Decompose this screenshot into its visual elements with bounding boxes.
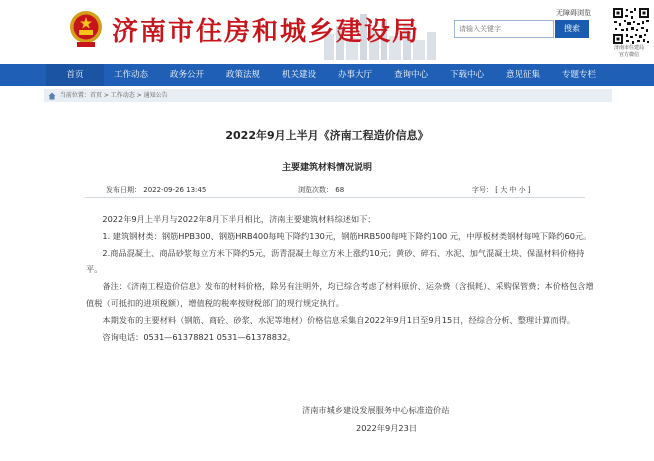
font-size-options[interactable]: [ 大 中 小 ] [495,186,531,194]
view-count-value: 68 [335,186,345,194]
breadcrumb [44,89,612,102]
search-button[interactable]: 搜索 [555,20,589,38]
nav-item-query-center[interactable]: 查询中心 [393,70,428,80]
nav-item-special-topics[interactable]: 专题专栏 [561,70,596,80]
national-emblem-icon [68,9,104,49]
site-title[interactable]: 济南市住房和城乡建设局 [112,17,421,47]
publish-date-value: 2022-09-26 13:45 [143,186,207,194]
article-subtitle: 主要建筑材料情况说明 [281,163,372,173]
publish-date [106,185,206,195]
nav-item-downloads[interactable]: 下载中心 [449,70,484,80]
search-input[interactable] [454,20,554,38]
qr-caption-line1: 济南市住建局 [613,45,644,51]
qr-code-icon [612,7,650,45]
view-count [298,185,344,195]
paragraph: 本期发布的主要材料（钢筋、商砼、砂浆、水泥等地材）价格信息采集自2022年9月1日至9月15日，经综合分析、整理计算而得。 [102,314,576,325]
site-header [0,0,654,64]
publish-date-label: 发布日期： [106,186,141,194]
main-nav [0,64,654,86]
accessibility-link[interactable]: 无障碍浏览 [556,9,591,17]
breadcrumb-prefix: 当前位置： [59,92,90,99]
paragraph: 1. 建筑钢材类：钢筋HPB300、钢筋HRB400每吨下降约130元，钢筋HRB500每吨下降约100 元，中厚板材类钢材每吨下降约60元。 [102,230,592,241]
article-title: 2022年9月上半月《济南工程造价信息》 [225,129,429,142]
signature-date: 2022年9月23日 [356,423,418,433]
nav-item-org-building[interactable]: 机关建设 [281,70,316,80]
font-size-control [472,185,531,195]
font-size-label: 字号： [472,186,493,194]
view-count-label: 浏览次数： [298,186,333,194]
divider [85,197,585,198]
signature-org: 济南市城乡建设发展服务中心标准造价站 [302,405,450,415]
nav-item-work-news[interactable]: 工作动态 [113,70,148,80]
breadcrumb-path[interactable]: 首页 > 工作动态 > 通知公告 [89,92,168,99]
nav-item-home[interactable]: 首页 [46,64,104,86]
nav-item-service-hall[interactable]: 办事大厅 [337,70,372,80]
home-icon [48,92,56,100]
nav-item-feedback[interactable]: 意见征集 [505,70,540,80]
article-body [86,211,594,345]
paragraph: 备注：《济南工程造价信息》发布的材料价格，除另有注明外，均已综合考虑了材料原价、运杂费（含损耗）、采购保管费；本价格包含增值税（可抵扣的进项税额），增值税的税率按财税部门的现行规定执行。 [86,281,594,308]
paragraph: 2022年9月上半月与2022年8月下半月相比，济南主要建筑材料综述如下： [102,214,376,224]
nav-item-policies[interactable]: 政策法规 [225,70,260,80]
paragraph: 2.商品混凝土、商品砂浆每立方米下降约5元，沥青混凝土每立方米上涨约10元；黄砂、碎石、水泥、加气混凝土块、保温材料价格持平。 [86,247,585,275]
qr-caption-line2: 官方微信 [618,52,639,58]
qr-caption [604,45,654,59]
nav-item-gov-affairs[interactable]: 政务公开 [169,70,204,80]
paragraph: 咨询电话：0531—61378821 0531—61378832。 [102,331,296,342]
